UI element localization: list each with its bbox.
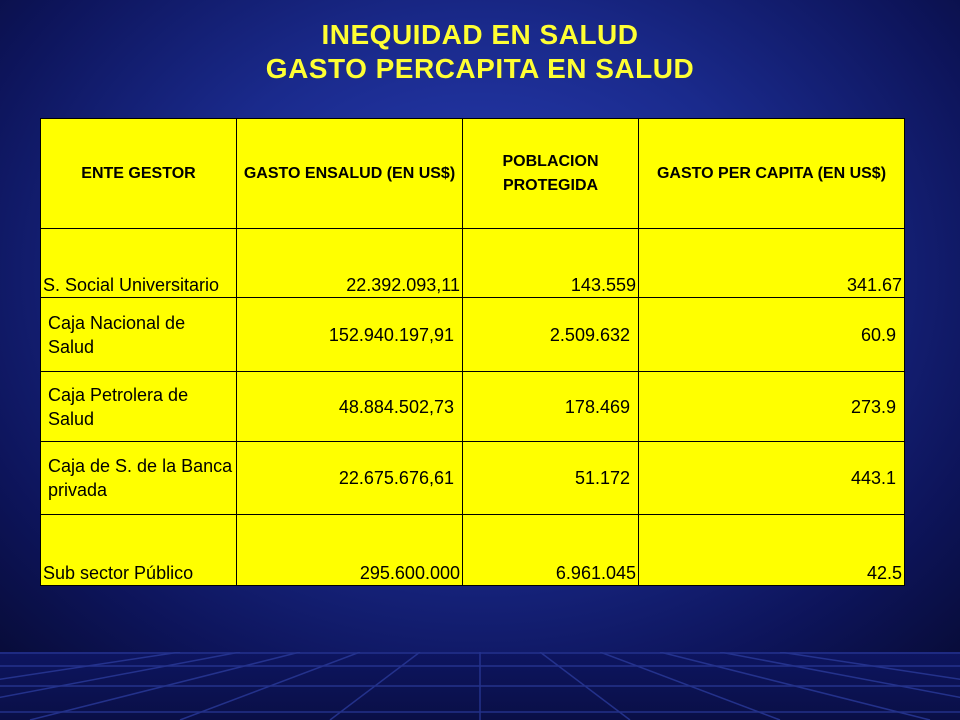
title-line-2: GASTO PERCAPITA EN SALUD bbox=[265, 53, 695, 84]
cell-gasto: 295.600.000 bbox=[237, 515, 463, 586]
cell-poblacion: 178.469 bbox=[463, 372, 639, 442]
cell-poblacion: 6.961.045 bbox=[463, 515, 639, 586]
cell-percapita: 60.9 bbox=[639, 298, 905, 372]
table-row bbox=[41, 298, 905, 372]
cell-gasto: 152.940.197,91 bbox=[237, 298, 463, 372]
title-line-1: INEQUIDAD EN SALUD bbox=[321, 19, 639, 50]
header-poblacion: POBLACION PROTEGIDA bbox=[463, 119, 639, 229]
cell-name: S. Social Universitario bbox=[41, 229, 237, 298]
cell-percapita: 273.9 bbox=[639, 372, 905, 442]
table-row bbox=[41, 229, 905, 298]
table-header-row bbox=[41, 119, 905, 229]
cell-poblacion: 51.172 bbox=[463, 442, 639, 515]
table-row bbox=[41, 372, 905, 442]
cell-percapita: 341.67 bbox=[639, 229, 905, 298]
cell-gasto: 48.884.502,73 bbox=[237, 372, 463, 442]
header-gasto-salud: GASTO ENSALUD (EN US$) bbox=[237, 119, 463, 229]
table-row bbox=[41, 442, 905, 515]
cell-percapita: 443.1 bbox=[639, 442, 905, 515]
health-spending-table bbox=[40, 118, 905, 586]
floor-grid-lines bbox=[0, 652, 960, 720]
cell-gasto: 22.675.676,61 bbox=[237, 442, 463, 515]
cell-name: Caja Petrolera de Salud bbox=[41, 372, 237, 442]
header-gasto-per-capita: GASTO PER CAPITA (EN US$) bbox=[639, 119, 905, 229]
perspective-floor bbox=[0, 652, 960, 720]
slide-title bbox=[0, 18, 960, 86]
cell-name: Caja Nacional de Salud bbox=[41, 298, 237, 372]
header-ente-gestor: ENTE GESTOR bbox=[41, 119, 237, 229]
cell-name: Caja de S. de la Banca privada bbox=[41, 442, 237, 515]
cell-percapita: 42.5 bbox=[639, 515, 905, 586]
cell-poblacion: 2.509.632 bbox=[463, 298, 639, 372]
table-row bbox=[41, 515, 905, 586]
cell-gasto: 22.392.093,11 bbox=[237, 229, 463, 298]
cell-poblacion: 143.559 bbox=[463, 229, 639, 298]
cell-name: Sub sector Público bbox=[41, 515, 237, 586]
